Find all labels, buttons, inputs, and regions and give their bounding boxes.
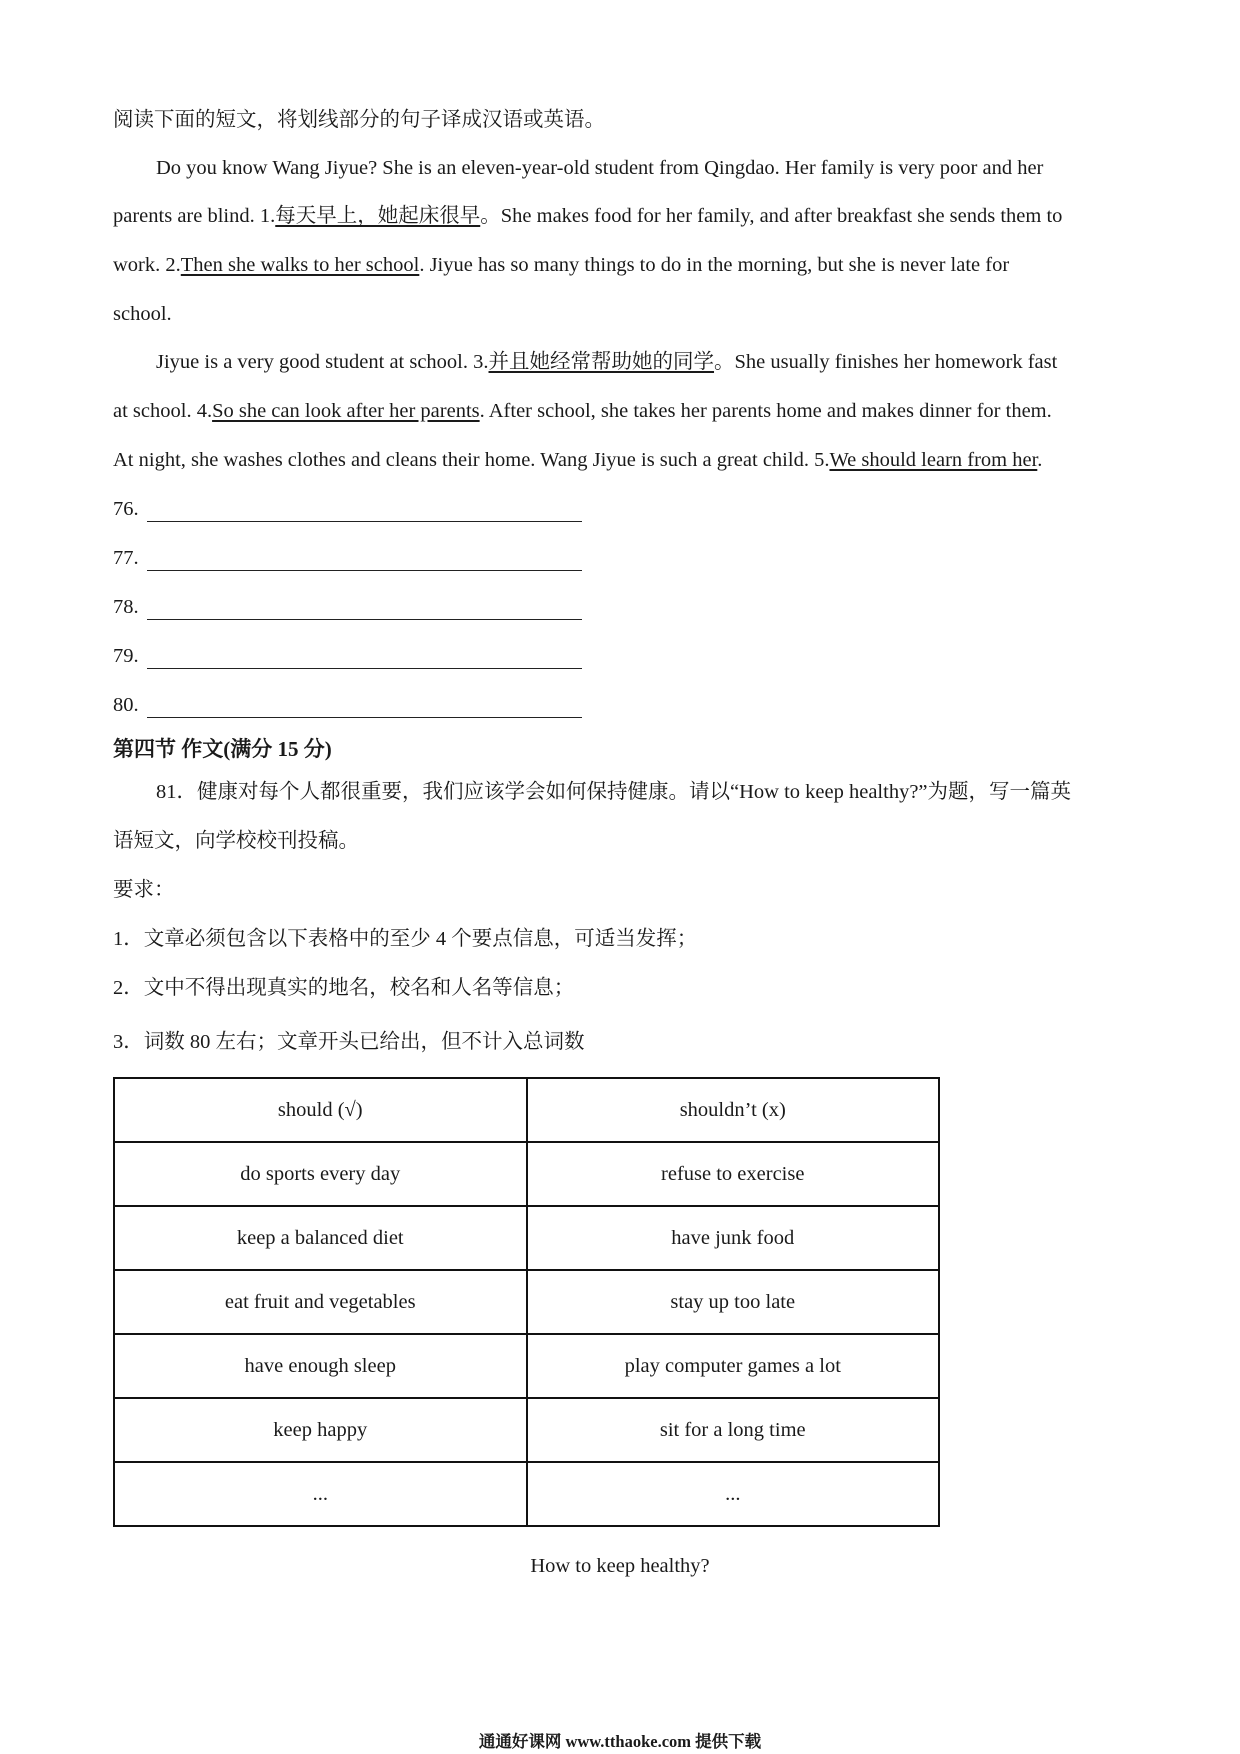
- underlined-sentence-2: Then she walks to her school: [180, 254, 420, 276]
- table-cell: have junk food: [527, 1206, 940, 1270]
- answer-line-80[interactable]: 80.: [113, 691, 139, 719]
- answer-line-79[interactable]: 79.: [113, 642, 139, 670]
- table-row: [114, 1398, 939, 1462]
- table-row: [114, 1334, 939, 1398]
- passage-line: parents are blind. 1.每天早上，她起床很早。She makes food for her family, and after breakfast she sends them to: [113, 205, 1063, 227]
- header-shouldnt: shouldn’t (x): [527, 1078, 940, 1142]
- table-cell: ...: [114, 1462, 527, 1526]
- answer-line-78[interactable]: 78.: [113, 593, 139, 621]
- table-header-row: [114, 1078, 939, 1142]
- underlined-sentence-1: 每天早上，她起床很早: [275, 205, 481, 227]
- passage-line: At night, she washes clothes and cleans their home. Wang Jiyue is such a great child. 5.We should learn from her.: [113, 449, 1043, 471]
- requirement-item: 3．词数 80 左右；文章开头已给出，但不计入总词数: [113, 1031, 585, 1053]
- header-should: should (√): [114, 1078, 527, 1142]
- table-cell: eat fruit and vegetables: [114, 1270, 527, 1334]
- answer-line-77[interactable]: 77.: [113, 544, 139, 572]
- requirement-item: 2．文中不得出现真实的地名，校名和人名等信息；: [113, 977, 575, 999]
- table-cell: do sports every day: [114, 1142, 527, 1206]
- requirements-title: 要求：: [113, 879, 175, 901]
- table-cell: refuse to exercise: [527, 1142, 940, 1206]
- passage-line: Do you know Wang Jiyue? She is an eleven-year-old student from Qingdao. Her family is very poor and her: [156, 157, 1044, 179]
- table-cell: sit for a long time: [527, 1398, 940, 1462]
- table-cell: ...: [527, 1462, 940, 1526]
- instruction-text: 阅读下面的短文，将划线部分的句子译成汉语或英语。: [113, 109, 605, 131]
- passage-line: at school. 4.So she can look after her parents. After school, she takes her parents home and makes dinner for them.: [113, 400, 1052, 422]
- table-cell: keep happy: [114, 1398, 527, 1462]
- task-text: 语短文，向学校校刊投稿。: [113, 830, 359, 852]
- page-footer: 通通好课网 www.tthaoke.com 提供下载: [478, 1732, 762, 1751]
- answer-rule: [147, 521, 582, 522]
- passage-line: work. 2.Then she walks to her school. Jiyue has so many things to do in the morning, but she is never late for: [113, 254, 1010, 276]
- table-row: [114, 1462, 939, 1526]
- underlined-sentence-3: 并且她经常帮助她的同学: [488, 351, 715, 373]
- table-row: [114, 1142, 939, 1206]
- underlined-sentence-5: We should learn from her: [829, 449, 1038, 471]
- table-row: [114, 1270, 939, 1334]
- answer-rule: [147, 570, 582, 571]
- key-points-table: [113, 1077, 940, 1527]
- table-cell: play computer games a lot: [527, 1334, 940, 1398]
- requirement-item: 1．文章必须包含以下表格中的至少 4 个要点信息，可适当发挥；: [113, 928, 698, 950]
- answer-rule: [147, 668, 582, 669]
- passage-line: school.: [113, 303, 172, 325]
- answer-rule: [147, 717, 582, 718]
- table-cell: stay up too late: [527, 1270, 940, 1334]
- essay-title: How to keep healthy?: [530, 1555, 710, 1577]
- section-heading: 第四节 作文(满分 15 分): [113, 737, 332, 761]
- table-cell: keep a balanced diet: [114, 1206, 527, 1270]
- table-cell: have enough sleep: [114, 1334, 527, 1398]
- answer-rule: [147, 619, 582, 620]
- table-row: [114, 1206, 939, 1270]
- passage-line: Jiyue is a very good student at school. 3.并且她经常帮助她的同学。She usually finishes her homework fast: [156, 351, 1058, 373]
- task-text: 81．健康对每个人都很重要，我们应该学会如何保持健康。请以“How to keep healthy?”为题，写一篇英: [156, 781, 1072, 803]
- underlined-sentence-4: So she can look after her parents: [212, 400, 480, 422]
- answer-line-76[interactable]: 76.: [113, 495, 139, 523]
